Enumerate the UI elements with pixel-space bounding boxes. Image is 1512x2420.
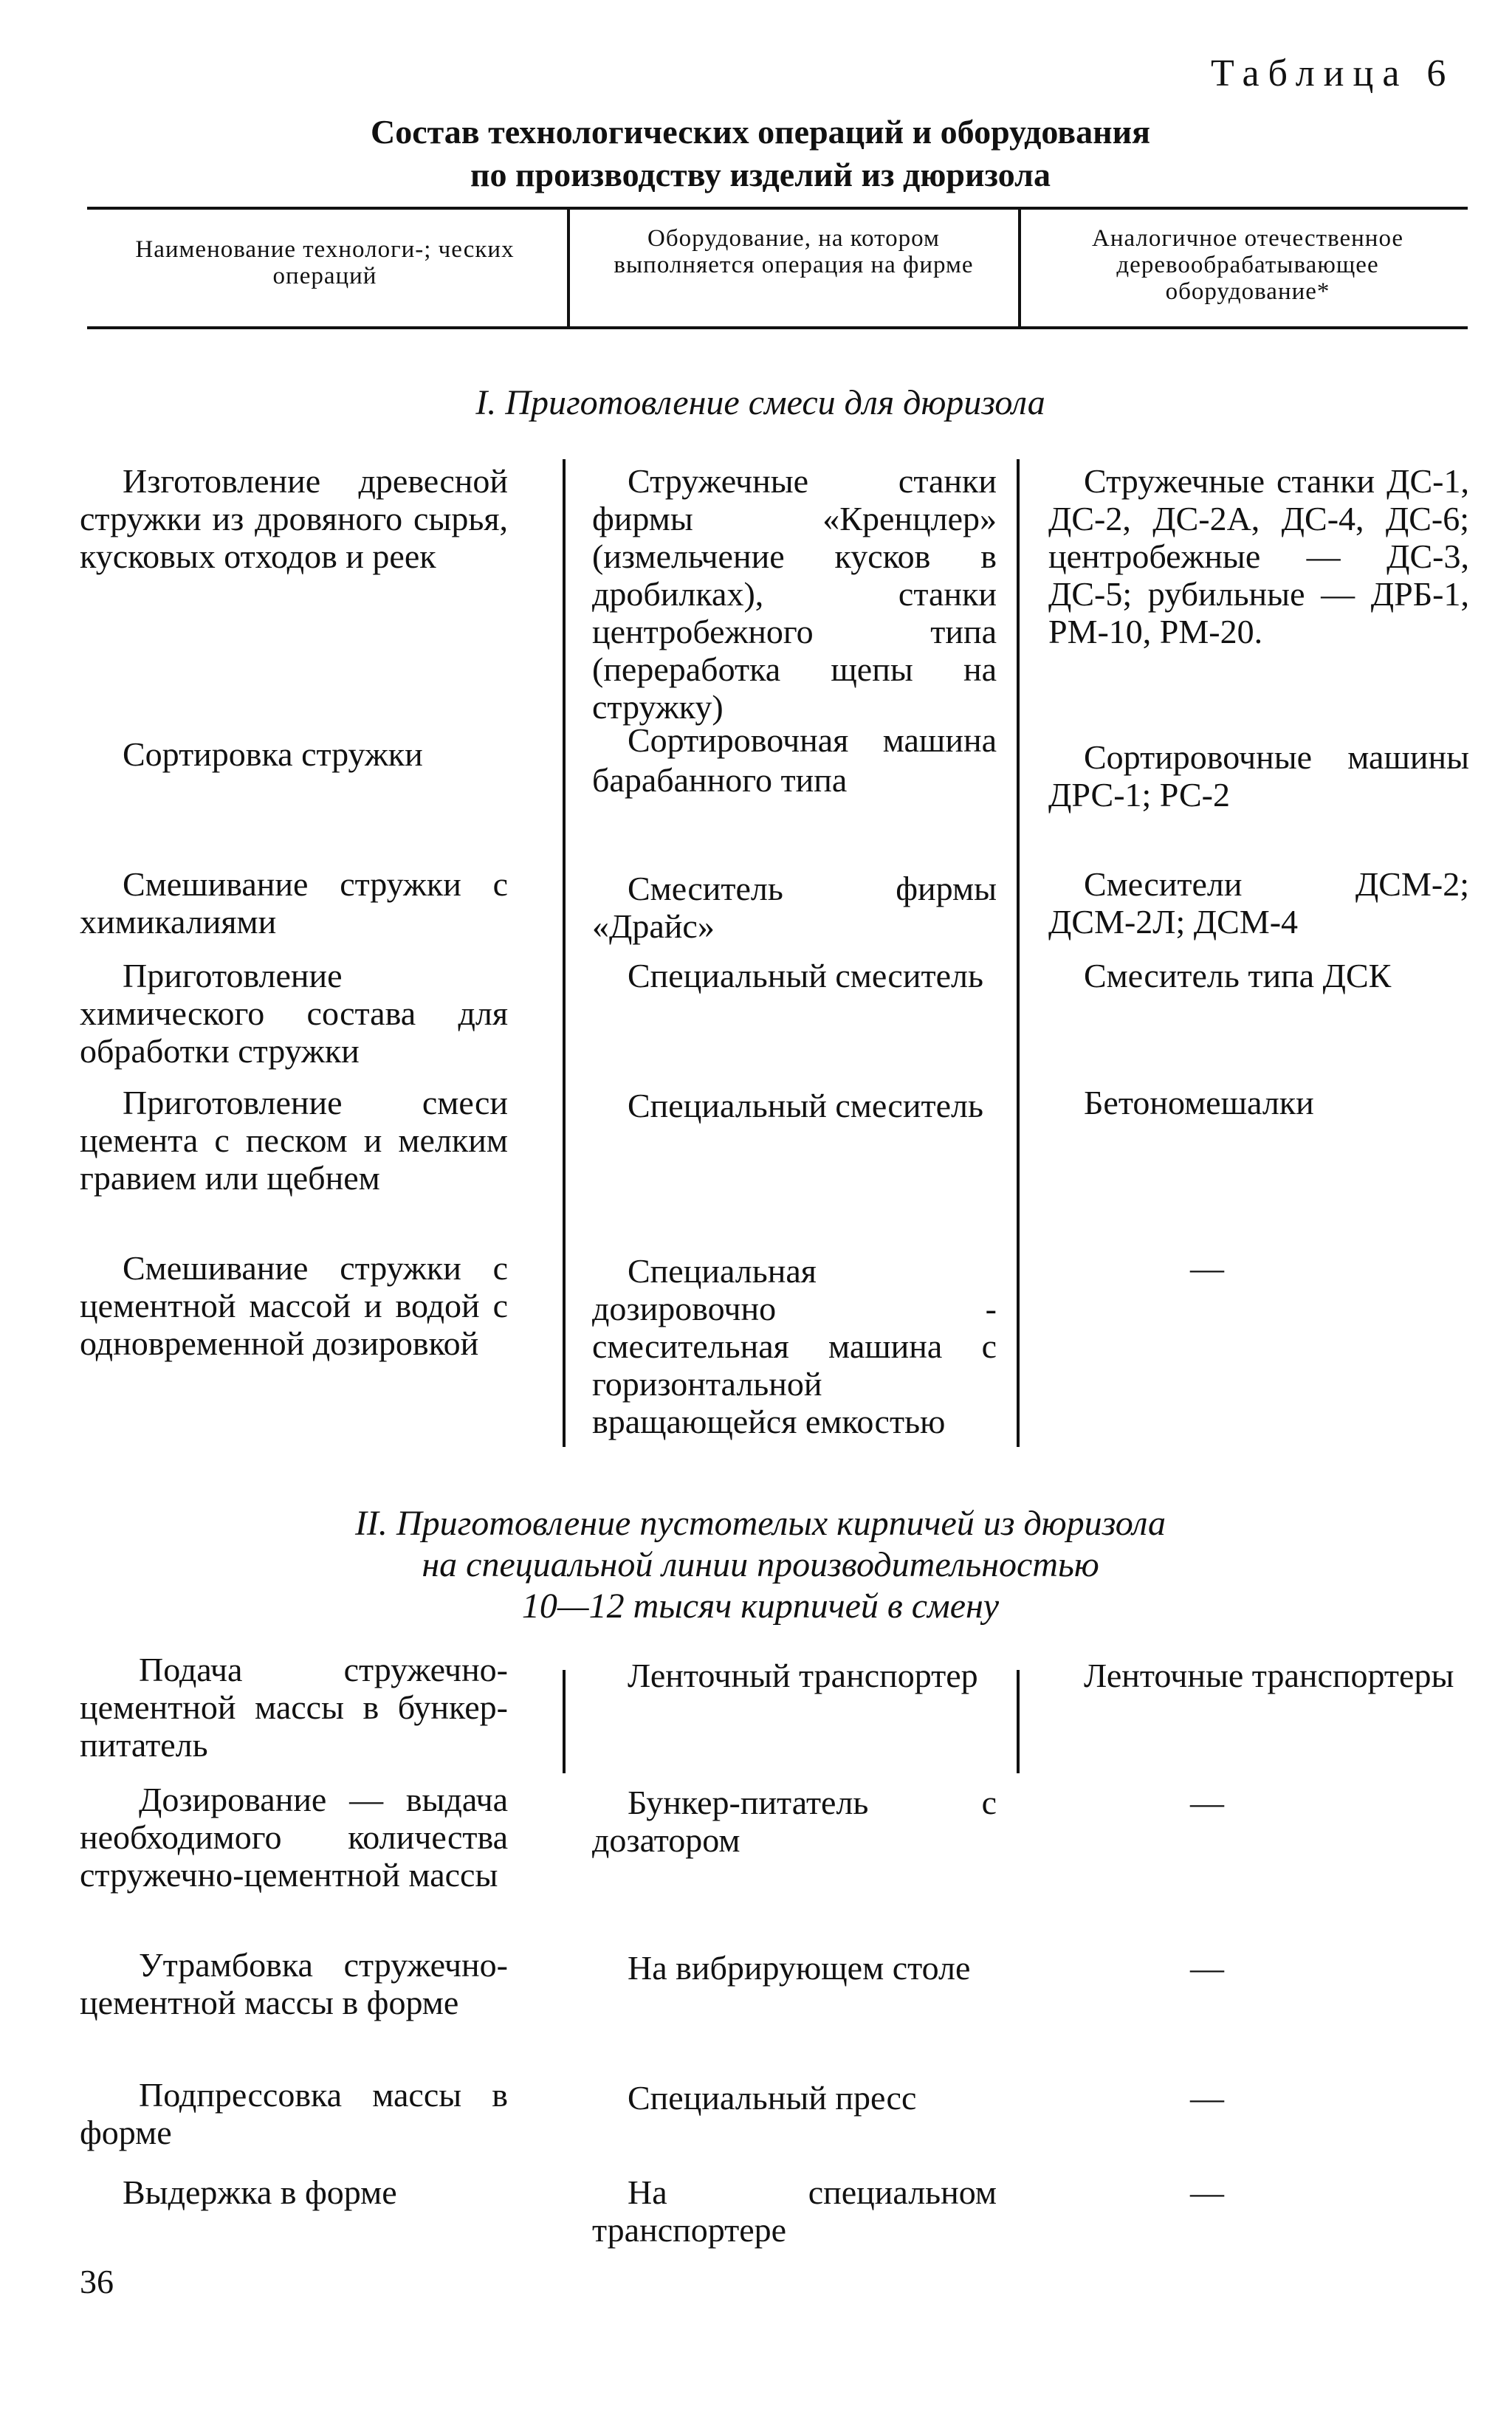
table-row-7-equipment: Ленточный транспортер xyxy=(628,1657,978,1694)
table-row-6-analog: — xyxy=(1190,1249,1224,1287)
table-row-1-operation: Изготовление древесной стружки из дровяного сырья, кусковых отходов и реек xyxy=(80,462,508,575)
table-row-5-operation: Приготовление смеси цемента с песком и мелким гравием или щебнем xyxy=(80,1084,508,1197)
table-row-3-operation: Смешивание стружки с химикалиями xyxy=(80,865,508,941)
table-row-10-equipment: Специальный пресс xyxy=(628,2079,917,2117)
table-row-7-analog: Ленточные транспортеры xyxy=(1084,1657,1454,1694)
header-column-divider-2 xyxy=(1018,210,1021,326)
header-operations: Наименование технологи-; ческих операций xyxy=(135,236,515,289)
table-row-5-analog: Бетономешалки xyxy=(1084,1084,1314,1121)
header-column-divider-1 xyxy=(567,210,570,326)
header-bottom-rule xyxy=(87,326,1468,329)
section-2-column-divider-1 xyxy=(563,1670,566,1773)
table-row-1-equipment: Стружечные станки фирмы «Кренцлер» (измельчение кусков в дробилках), станки центробежного типа (переработка щепы на стружку) xyxy=(592,462,997,726)
table-row-8-equipment: Бункер-питатель с дозатором xyxy=(592,1784,997,1859)
table-row-4-operation: Приготовление химического состава для обработки стружки xyxy=(80,957,508,1070)
table-title xyxy=(89,111,1432,196)
table-row-11-equipment: На специальном транспортере xyxy=(592,2173,997,2249)
table-row-8-operation: Дозирование — выдача необходимого количества стружечно-цементной массы xyxy=(80,1781,508,1894)
header-top-rule xyxy=(87,207,1468,210)
table-row-9-equipment: На вибрирующем столе xyxy=(628,1949,971,1987)
table-title-line-2: по производству изделий из дюризола xyxy=(470,156,1051,193)
table-row-7-operation: Подача стружечно-цементной массы в бункер-питатель xyxy=(80,1651,508,1764)
table-row-4-equipment: Специальный смеситель xyxy=(628,957,983,994)
table-row-9-analog: — xyxy=(1190,1949,1224,1987)
table-row-2-equipment: Сортировочная машина барабанного типа xyxy=(592,721,997,799)
section-2-title-line-3: 10—12 тысяч кирпичей в смену xyxy=(521,1587,1000,1626)
table-row-2-operation: Сортировка стружки xyxy=(123,735,423,773)
section-2-title-line-2: на специальной линии производительностью xyxy=(422,1545,1099,1584)
table-row-3-analog: Смесители ДСМ-2; ДСМ-2Л; ДСМ-4 xyxy=(1048,865,1469,941)
section-2-title-line-1: II. Приготовление пустотелых кирпичей из дюризола xyxy=(354,1504,1166,1543)
section-2-column-divider-2 xyxy=(1017,1670,1020,1773)
table-row-2-analog: Сортировочные машины ДРС-1; РС-2 xyxy=(1048,738,1469,814)
section-1-column-divider-2 xyxy=(1017,459,1020,1447)
table-row-10-analog: — xyxy=(1190,2079,1224,2117)
section-1-title: I. Приготовление смеси для дюризола xyxy=(475,383,1045,422)
table-label: Таблица 6 xyxy=(1211,52,1455,94)
table-row-6-equipment: Специальная дозировочно - смесительная машина с горизонтальной вращающейся емкостью xyxy=(592,1252,997,1440)
page-number: 36 xyxy=(80,2263,114,2300)
table-row-9-operation: Утрамбовка стружечно-цементной массы в форме xyxy=(80,1946,508,2021)
table-row-1-analog: Стружечные станки ДС-1, ДС-2, ДС-2А, ДС-4, ДС-6; центробежные — ДС-3, ДС-5; рубильные — ДРБ-1, РМ-10, РМ-20. xyxy=(1048,462,1469,650)
table-row-10-operation: Подпрессовка массы в форме xyxy=(80,2076,508,2151)
table-row-11-analog: — xyxy=(1190,2173,1224,2211)
header-domestic-analog: Аналогичное отечественное деревообрабатывающее оборудование* xyxy=(1092,225,1403,305)
table-title-line-1: Состав технологических операций и оборудования xyxy=(370,113,1151,151)
table-row-6-operation: Смешивание стружки с цементной массой и водой с одновременной дозировкой xyxy=(80,1249,508,1362)
table-row-3-equipment: Смеситель фирмы «Драйс» xyxy=(592,870,997,945)
table-row-11-operation: Выдержка в форме xyxy=(123,2173,397,2211)
table-row-4-analog: Смеситель типа ДСК xyxy=(1084,957,1392,994)
header-equipment: Оборудование, на котором выполняется операция на фирме xyxy=(614,225,974,278)
table-row-5-equipment: Специальный смеситель xyxy=(628,1087,983,1124)
table-row-8-analog: — xyxy=(1190,1784,1224,1821)
section-2-title xyxy=(89,1503,1432,1627)
section-1-column-divider-1 xyxy=(563,459,566,1447)
